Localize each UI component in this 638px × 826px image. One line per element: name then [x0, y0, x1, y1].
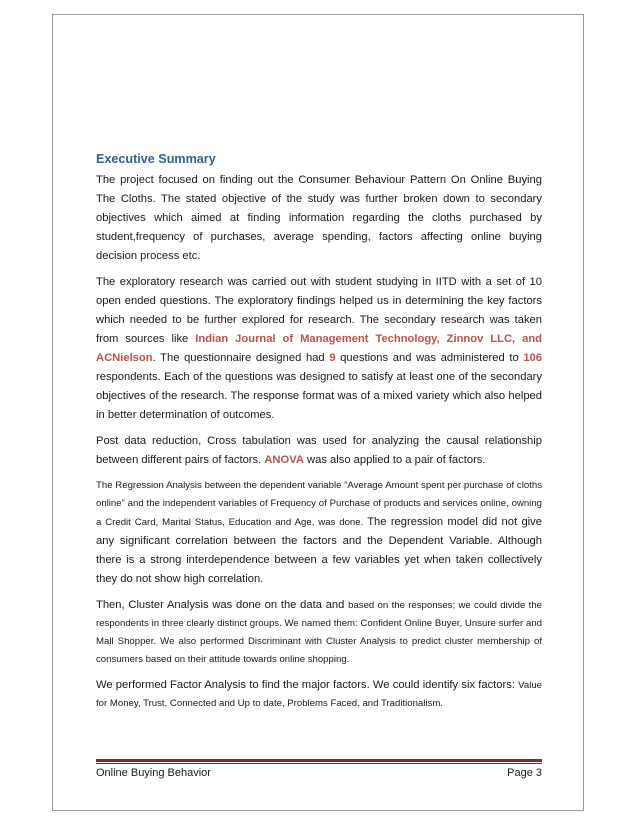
paragraph-text: We performed Factor Analysis to find the major factors. We could identify six factors:	[96, 679, 519, 691]
paragraph-objective: The project focused on finding out the Consumer Behaviour Pattern On Online Buying The Cloths. The stated objective of the study was further broken down to secondary objectives which aimed at finding information regarding the cloths purchased by student,frequency of purchases, average spending, factors affecting online buying decision process etc.	[96, 174, 542, 262]
paragraph-regression	[96, 477, 542, 589]
page-number: Page 3	[507, 767, 542, 779]
paragraph-factor	[96, 676, 542, 713]
footer-title: Online Buying Behavior	[96, 767, 211, 779]
sources-highlight: Indian Journal of Management Technology, Zinnov LLC, and ACNielson	[96, 333, 542, 364]
paragraph-text: questions and was administered to	[335, 352, 524, 364]
anova-highlight: ANOVA	[264, 454, 304, 466]
paragraph-text: The exploratory research was carried out with student studying in IITD with a set of 10 open ended questions. The exploratory findings helped us in determining the key factors which needed to be further explored for research. The secondary research was taken from sources like	[96, 276, 542, 345]
questions-count-highlight: 9	[329, 352, 336, 364]
paragraph-text: respondents. Each of the questions was designed to satisfy at least one of the secondary objectives of the research. The response format was of a mixed variety which also helped in better determination of outcomes.	[96, 371, 542, 421]
footer-rule	[96, 759, 542, 762]
page-content	[96, 150, 542, 720]
paragraph-text: The regression model did not give any significant correlation between the factors and the Dependent Variable. Although there is a strong interdependence between a few variables yet when taken collectively they do not show high correlation.	[96, 516, 542, 585]
footer-rule-thin	[96, 763, 542, 764]
paragraph-text-small: The Regression Analysis between the dependent variable “Average Amount spent per purchase of cloths online” and the independent variables of Frequency of Purchase of products and services online, owning a Credit Card, Marital Status, Education and Age, was done.	[96, 480, 542, 528]
paragraph-text: Then, Cluster Analysis was done on the data and	[96, 599, 349, 611]
paragraph-cross-tabulation	[96, 432, 542, 470]
paragraph-text: . The questionnaire designed had	[152, 352, 330, 364]
paragraph-research	[96, 273, 542, 425]
paragraph-text: Post data reduction, Cross tabulation was used for analyzing the causal relationship between different pairs of factors.	[96, 435, 542, 466]
paragraph-cluster	[96, 596, 542, 669]
respondents-count-highlight: 106	[523, 352, 542, 364]
section-heading: Executive Summary	[96, 152, 216, 166]
paragraph-text-small: Value for Money, Trust, Connected and Up to date, Problems Faced, and Traditionalism.	[96, 680, 542, 709]
paragraph-text-small: based on the responses; we could divide the respondents in three clearly distinct groups. We named them: Confident Online Buyer, Unsure surfer and Mall Shopper. We also performed Discriminant with Cluster Analysis to predict cluster membership of consumers based on their attitude towards online shopping.	[96, 600, 543, 665]
paragraph-text: was also applied to a pair of factors.	[303, 454, 486, 466]
